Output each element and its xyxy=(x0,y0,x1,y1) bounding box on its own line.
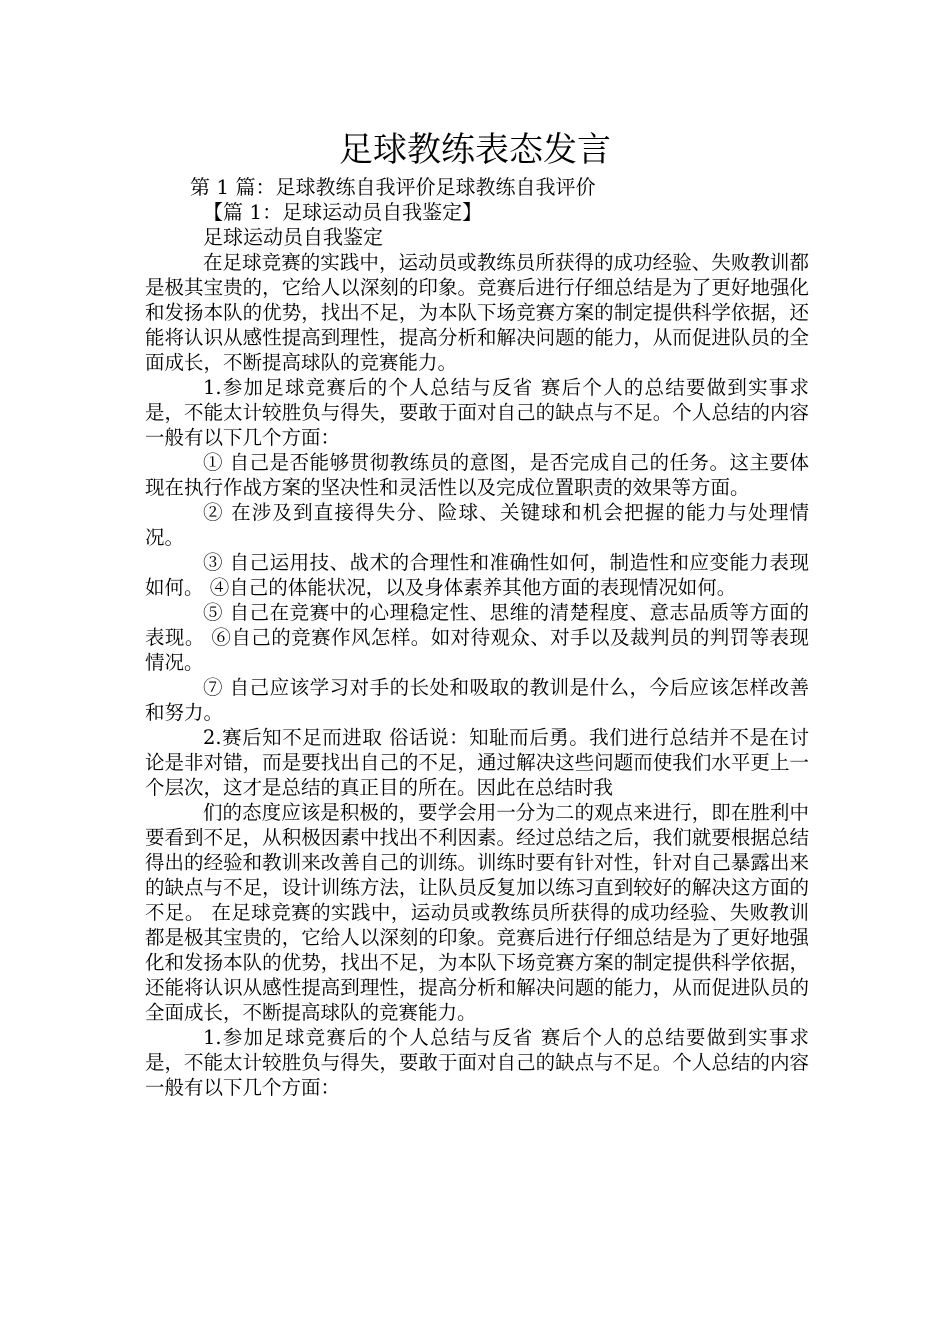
paragraph: 在足球竞赛的实践中，运动员或教练员所获得的成功经验、失败教训都是极其宝贵的，它给人以深刻的印象。竞赛后进行仔细总结是为了更好地强化和发扬本队的优势，找出不足，为本队下场竞赛方案的制定提供科学依据，还能将认识从感性提高到理性，提高分析和解决问题的能力，从而促进队员的全面成长，不断提高球队的竞赛能力。 xyxy=(145,251,809,374)
section-heading: 第 1 篇：足球教练自我评价足球教练自我评价 xyxy=(190,175,596,199)
paragraph: ③ 自己运用技、战术的合理性和准确性如何，制造性和应变能力表现如何。 ④自己的体能状况，以及身体素养其他方面的表现情况如何。 xyxy=(145,551,809,599)
paragraph: ① 自己是否能够贯彻教练员的意图，是否完成自己的任务。这主要体现在执行作战方案的坚决性和灵活性以及完成位置职责的效果等方面。 xyxy=(145,451,809,499)
paragraph: ⑤ 自己在竞赛中的心理稳定性、思维的清楚程度、意志品质等方面的表现。 ⑥自己的竞赛作风怎样。如对待观众、对手以及裁判员的判罚等表现情况。 xyxy=(145,601,809,674)
paragraph: 2.赛后知不足而进取 俗话说：知耻而后勇。我们进行总结并不是在讨论是非对错，而是要找出自己的不足，通过解决这些问题而使我们水平更上一个层次，这才是总结的真正目的所在。因此在总结时我 xyxy=(145,726,809,799)
paragraph: ⑦ 自己应该学习对手的长处和吸取的教训是什么，今后应该怎样改善和努力。 xyxy=(145,676,809,724)
paragraph: 1.参加足球竞赛后的个人总结与反省 赛后个人的总结要做到实事求是，不能太计较胜负与得失，要敢于面对自己的缺点与不足。个人总结的内容一般有以下几个方面： xyxy=(145,1026,809,1099)
body-text xyxy=(145,250,809,1100)
subsection-heading: 【篇 1：足球运动员自我鉴定】 xyxy=(203,200,483,224)
paragraph: 们的态度应该是积极的，要学会用一分为二的观点来进行，即在胜利中要看到不足，从积极因素中找出不利因素。经过总结之后，我们就要根据总结得出的经验和教训来改善自己的训练。训练时要有针对性，针对自己暴露出来的缺点与不足，设计训练方法，让队员反复加以练习直到较好的解决这方面的不足。 在足球竞赛的实践中，运动员或教练员所获得的成功经验、失败教训都是极其宝贵的，它给人以深刻的印象。竞赛后进行仔细总结是为了更好地强化和发扬本队的优势，找出不足，为本队下场竞赛方案的制定提供科学依据，还能将认识从感性提高到理性，提高分析和解决问题的能力，从而促进队员的全面成长，不断提高球队的竞赛能力。 xyxy=(145,801,809,1024)
document-title: 足球教练表态发言 xyxy=(339,130,611,170)
subsection-subtitle: 足球运动员自我鉴定 xyxy=(203,225,383,249)
paragraph: ② 在涉及到直接得失分、险球、关键球和机会把握的能力与处理情况。 xyxy=(145,501,809,549)
paragraph: 1.参加足球竞赛后的个人总结与反省 赛后个人的总结要做到实事求是，不能太计较胜负与得失，要敢于面对自己的缺点与不足。个人总结的内容一般有以下几个方面： xyxy=(145,376,809,449)
